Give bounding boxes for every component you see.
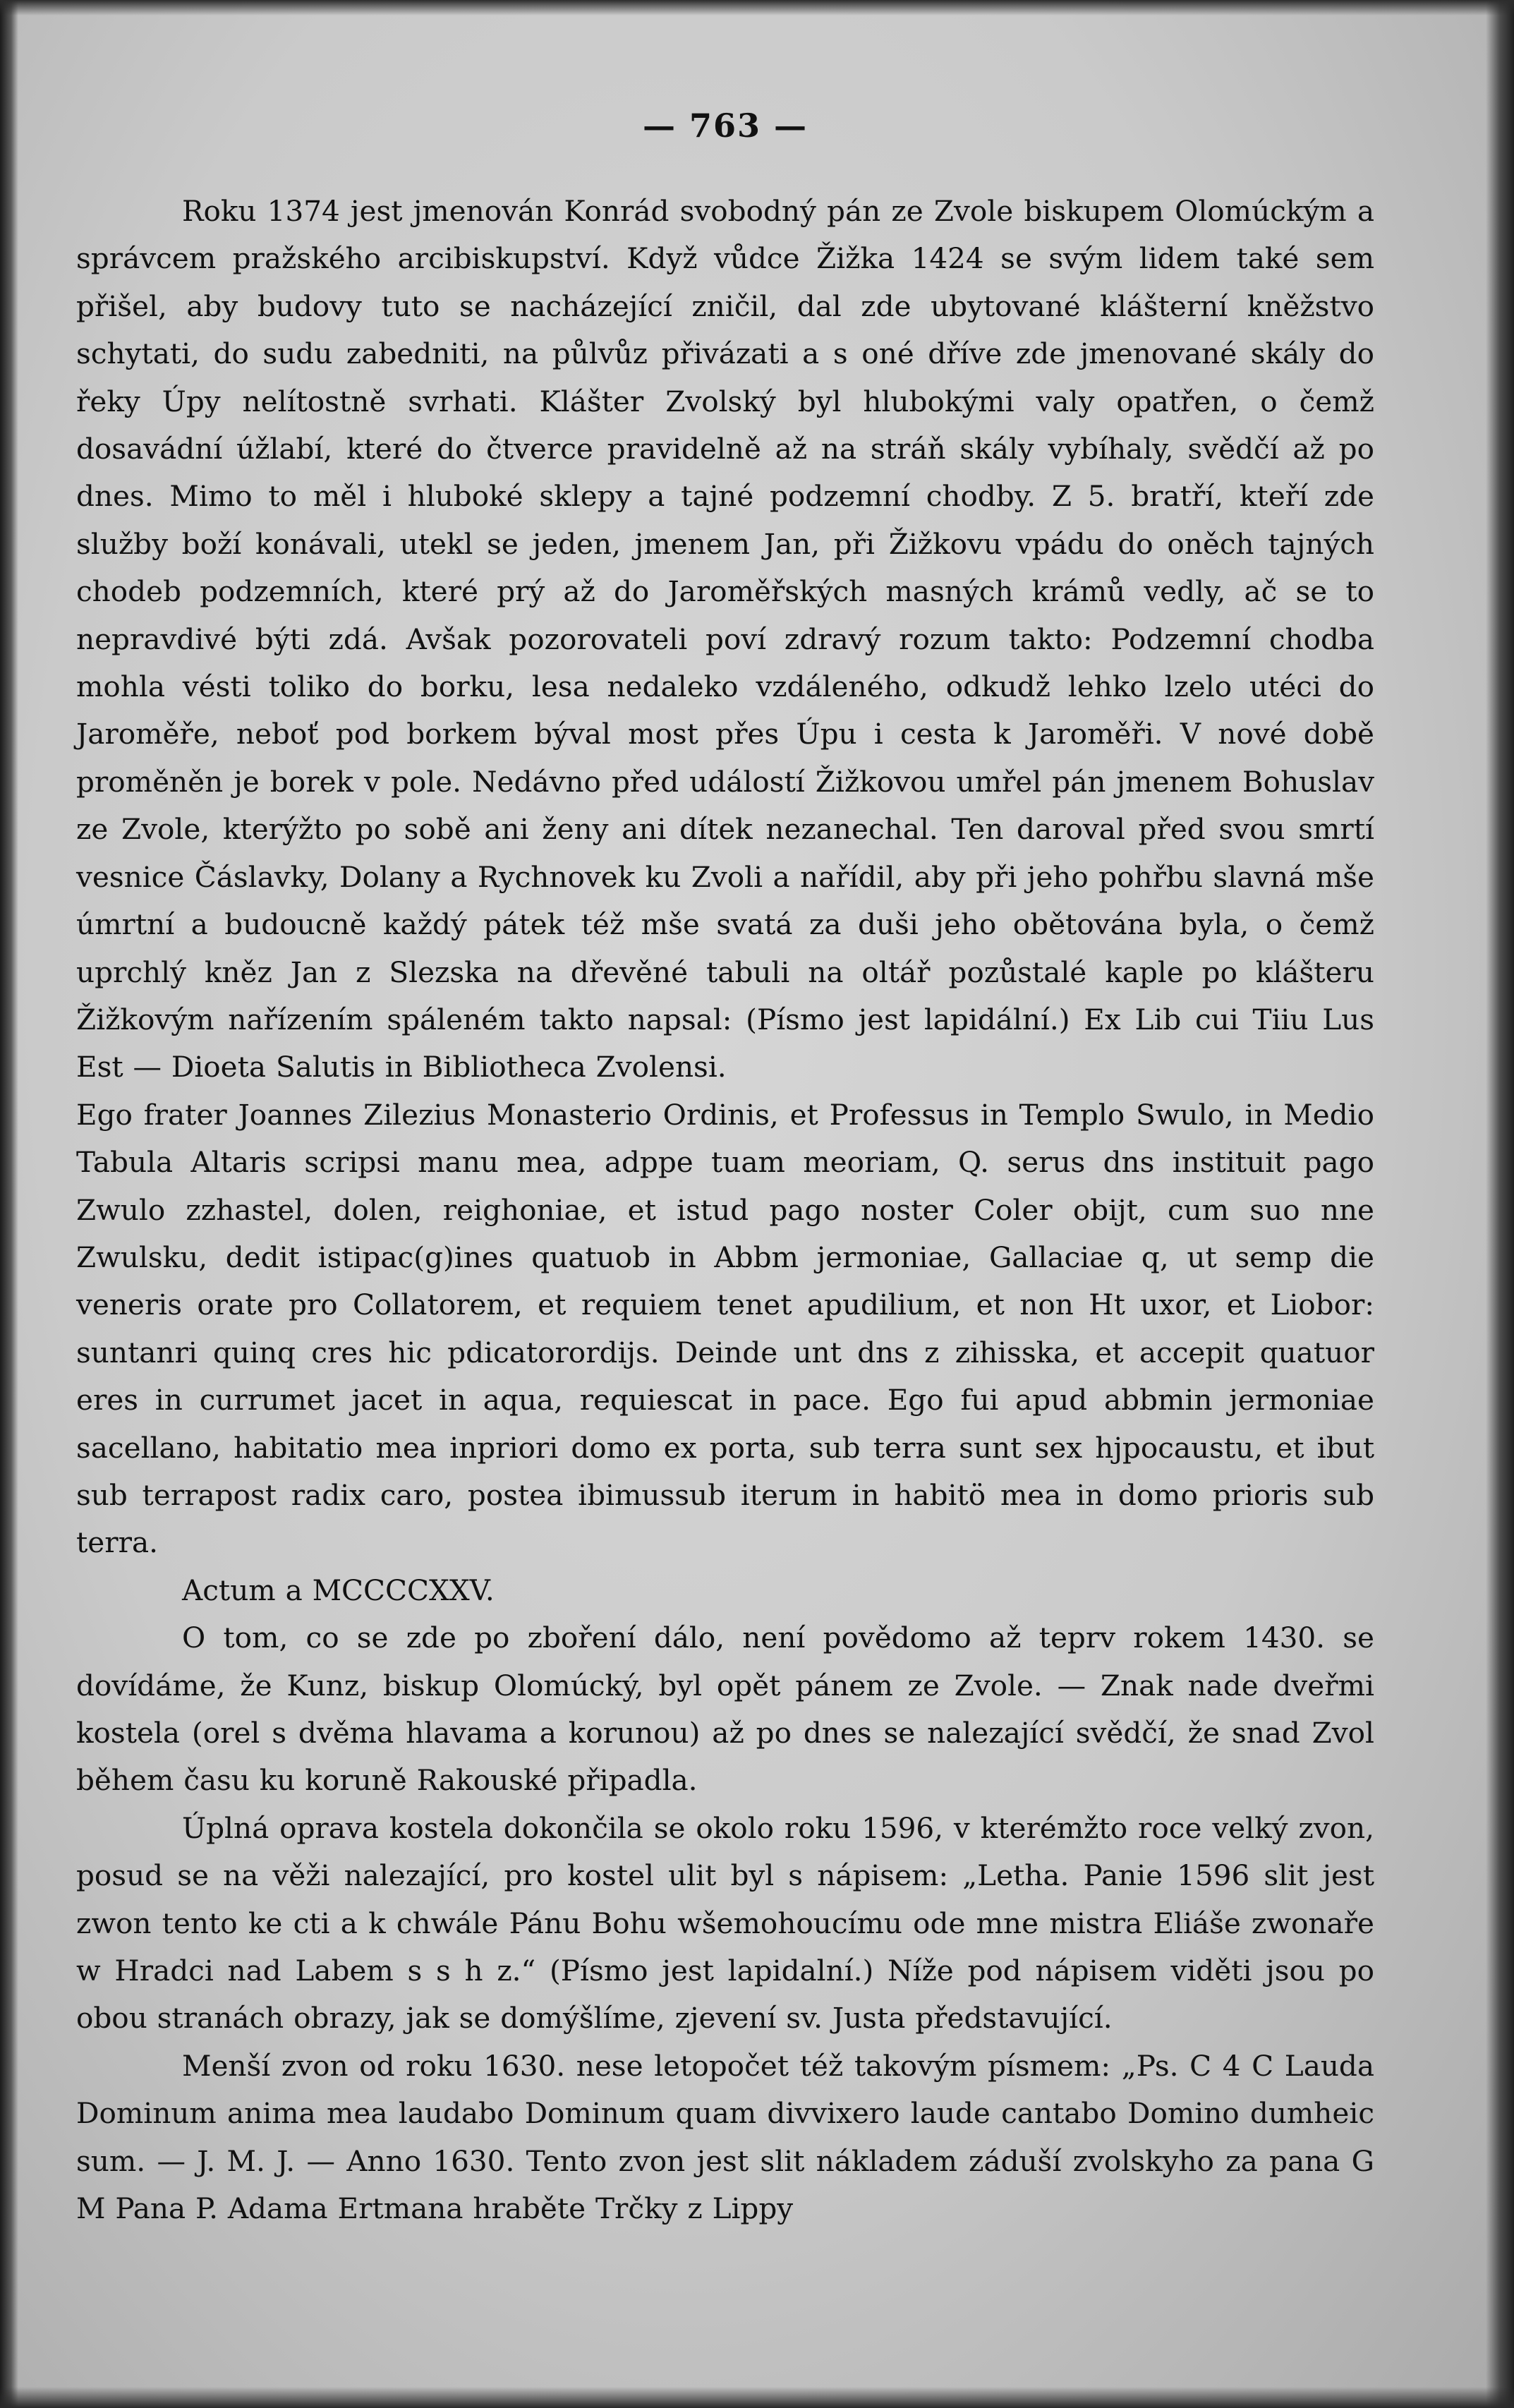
page-edge-right (1486, 0, 1514, 2408)
paragraph-latin-inscription: Ego frater Joannes Zilezius Monasterio Ordinis, et Professus in Templo Swulo, in Medio Tabula Altaris scripsi manu mea, adppe tuam meoriam, Q. serus dns instituit pago Zwulo zzhastel, dolen, reighoniae, et istud pago noster Coler obijt, cum suo nne Zwulsku, dedit istipac(g)ines quatuob in Abbm jermoniae, Gallaciae q, ut semp die veneris orate pro Collatorem, et requiem tenet apudilium, et non Ht uxor, et Liobor: suntanri quinq cres hic pdicatorordijs. Deinde unt dns z zihisska, et accepit quatuor eres in currumet jacet in aqua, requiescat in pace. Ego fui apud abbmin jermoniae sacellano, habitatio mea inpriori domo ex porta, sub terra sunt sex hjpocaustu, et ibut sub terrapost radix caro, postea ibimussub iterum in habitö mea in domo prioris sub terra. (76, 1097, 1374, 1560)
paragraph-church-repair-bell: Úplná oprava kostela dokončila se okolo roku 1596, v kterémžto roce velký zvon, posud se na věži nalezající, pro kostel ulit byl s nápisem: „Letha. Panie 1596 slit jest zwon tento ke cti a k chwále Pánu Bohu wšemohoucímu ode mne mistra Eliáše zwonaře w Hradci nad Labem s s h z.“ (Písmo jest lapidalní.) Níže pod nápisem viděti jsou po obou stranách obrazy, jak se domýšlíme, zjevení sv. Justa představující. (76, 1810, 1374, 2035)
page-content (76, 106, 1374, 2232)
page-number: — 763 — (642, 107, 809, 145)
page-edge-left (0, 0, 18, 2408)
paragraph-after-destruction: O tom, co se zde po zboření dálo, není povědomo až teprv rokem 1430. se dovídáme, že Kunz, biskup Olomúcký, byl opět pánem ze Zvole. — Znak nade dveřmi kostela (orel s dvěma hlavama a korunou) až po dnes se nalezající svědčí, že snad Zvol během času ku koruně Rakouské připadla. (76, 1621, 1374, 1798)
paragraph-konrad-zizka: Roku 1374 jest jmenován Konrád svobodný pán ze Zvole biskupem Olomúckým a správcem pražského arcibiskupství. Když vůdce Žižka 1424 se svým lidem také sem přišel, aby budovy tuto se nacházející zničil, dal zde ubytované klášterní kněžstvo schytati, do sudu zabedniti, na půlvůz přivázati a s oné dříve zde jmenované skály do řeky Úpy nelítostně svrhati. Klášter Zvolský byl hlubokými valy opatřen, o čemž dosavádní úžlabí, které do čtverce pravidelně až na stráň skály vybíhaly, svědčí až po dnes. Mimo to měl i hluboké sklepy a tajné podzemní chodby. Z 5. bratří, kteří zde služby boží konávali, utekl se jeden, jmenem Jan, při Žižkovu vpádu do oněch tajných chodeb podzemních, které prý až do Jaroměřských masných krámů vedly, ač se to nepravdivé býti zdá. Avšak pozorovateli poví zdravý rozum takto: Podzemní chodba mohla vésti toliko do borku, lesa nedaleko vzdáleného, odkudž lehko lzelo utéci do Jaroměře, neboť pod borkem býval most přes Úpu i cesta k Jaroměři. V nové době proměněn je borek v pole. Nedávno před událostí Žižkovou umřel pán jmenem Bohuslav ze Zvole, kterýžto po sobě ani ženy ani dítek nezanechal. Ten daroval před svou smrtí vesnice Čáslavky, Dolany a Rychnovek ku Zvoli a nařídil, aby při jeho pohřbu slavná mše úmrtní a budoucně každý pátek též mše svatá za duši jeho obětována byla, o čemž uprchlý kněz Jan z Slezska na dřevěné tabuli na oltář pozůstalé kaple po klášteru Žižkovým nařízením spáleném takto napsal: (Písmo jest lapidální.) Ex Lib cui Tiiu Lus Est — Dioeta Salutis in Bibliotheca Zvolensi. (76, 194, 1374, 1084)
page-edge-top (0, 0, 1514, 16)
page-edge-bottom (0, 2387, 1514, 2408)
paragraph-smaller-bell: Menší zvon od roku 1630. nese letopočet též takovým písmem: „Ps. C 4 C Lauda Dominum anima mea laudabo Dominum quam divvixero laude cantabo Domino dumheic sum. — J. M. J. — Anno 1630. Tento zvon jest slit nákladem záduší zvolskyho za pana G M Pana P. Adama Ertmana hraběte Trčky z Lippy (76, 2048, 1374, 2226)
paragraph-actum: Actum a MCCCCXXV. (182, 1573, 495, 1607)
